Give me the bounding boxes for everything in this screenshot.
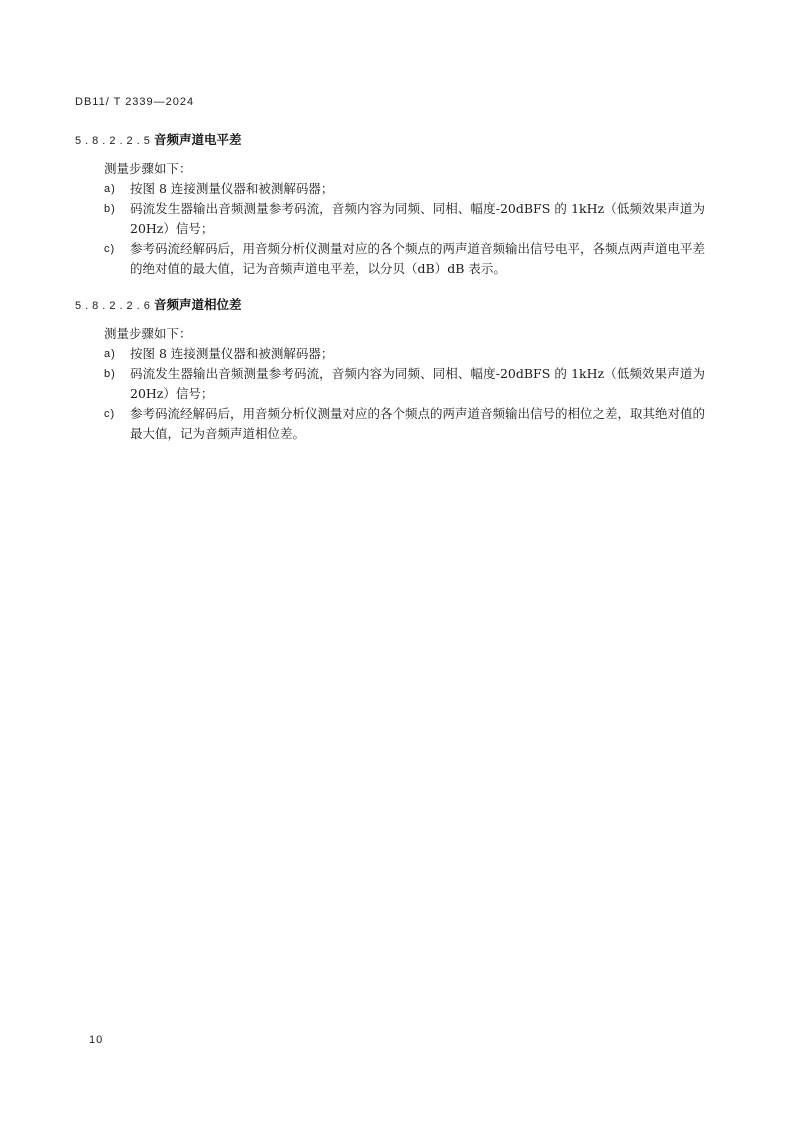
list-item: [75, 344, 715, 364]
section-number: 5.8.2.2.6: [75, 300, 154, 312]
steps-intro: 测量步骤如下：: [104, 161, 192, 176]
section-title: 音频声道电平差: [154, 132, 242, 147]
list-marker: b): [104, 368, 116, 380]
document-code: DB11/ T 2339—2024: [75, 96, 195, 108]
list-item-text: 码流发生器输出音频测量参考码流，音频内容为同频、同相、幅度-20dBFS 的 1kHz（低频效果声道为 20Hz）信号；: [130, 201, 705, 236]
list-item-text: 按图 8 连接测量仪器和被测解码器；: [130, 181, 334, 196]
list-marker: c): [104, 408, 116, 420]
list-item: [75, 199, 715, 239]
section-heading: [75, 130, 715, 150]
steps-intro: 测量步骤如下：: [104, 326, 192, 341]
list-item: [75, 364, 715, 404]
list-item: [75, 239, 715, 279]
list-item: [75, 179, 715, 199]
list-item: [75, 404, 715, 444]
list-marker: b): [104, 203, 116, 215]
list-item-text: 按图 8 连接测量仪器和被测解码器；: [130, 346, 334, 361]
list-marker: c): [104, 243, 116, 255]
list-item-text: 参考码流经解码后，用音频分析仪测量对应的各个频点的两声道音频输出信号的相位之差，取其绝对值的最大值，记为音频声道相位差。: [130, 406, 706, 441]
list-marker: a): [104, 183, 116, 195]
section-audio-channel-phase-difference: [75, 295, 715, 444]
page-number: 10: [89, 1034, 104, 1046]
list-marker: a): [104, 348, 116, 360]
list-item-text: 参考码流经解码后，用音频分析仪测量对应的各个频点的两声道音频输出信号电平，各频点两声道电平差的绝对值的最大值，记为音频声道电平差，以分贝（dB）dB 表示。: [130, 241, 706, 276]
section-audio-channel-level-difference: [75, 130, 715, 279]
section-title: 音频声道相位差: [154, 297, 242, 312]
section-number: 5.8.2.2.5: [75, 135, 154, 147]
section-heading: [75, 295, 715, 315]
list-item-text: 码流发生器输出音频测量参考码流，音频内容为同频、同相、幅度-20dBFS 的 1kHz（低频效果声道为 20Hz）信号；: [130, 366, 705, 401]
